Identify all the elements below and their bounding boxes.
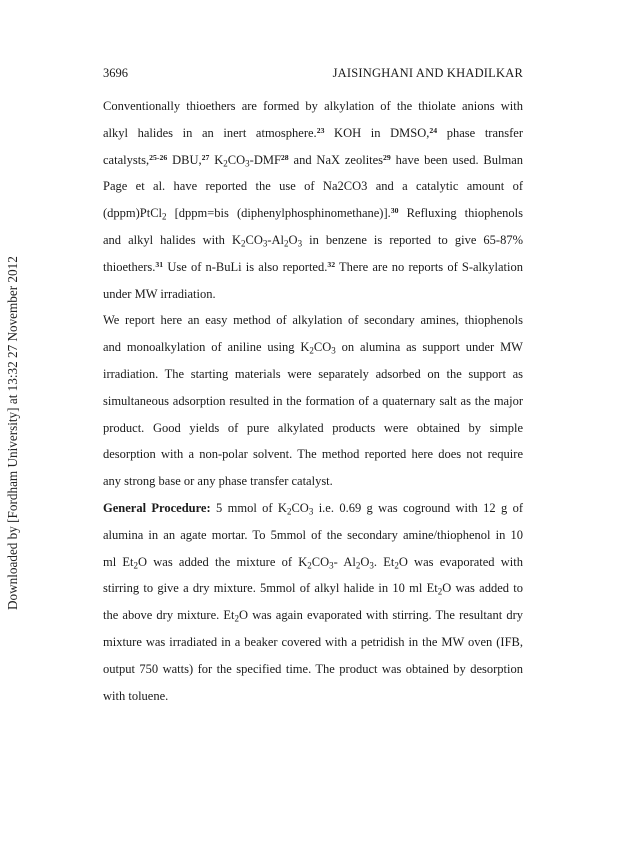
text-line: output 750 watts) for the specified time. The product was obtained by desorption [103, 661, 523, 676]
text-line: thioethers.$^{31}$ Use of n-BuLi is also reported.$^{32}$ There are no reports of S-alkylation [103, 259, 523, 274]
text-line: under MW irradiation. [103, 286, 216, 301]
text-line: product. Good yields of pure alkylated products were obtained by simple [103, 420, 523, 435]
body-text [103, 96, 523, 712]
text-line: simultaneous adsorption resulted in the formation of a quaternary salt as the major [103, 393, 523, 408]
text-line: mixture was irradiated in a beaker covered with a petridish in the MW oven (IFB, [103, 634, 523, 649]
text-line: any strong base or any phase transfer catalyst. [103, 474, 333, 489]
text-line: with toluene. [103, 688, 169, 703]
citation-superscript: 23 [316, 125, 325, 135]
text-line: We report here an easy method of alkylation of secondary amines, thiophenols [103, 313, 523, 328]
text-line: catalysts,$^{25-26}$ DBU,$^{27}$ $K_2CO_3-DMF^{28}$ and NaX zeolites$^{29}$ have been used. Bulman [103, 152, 524, 168]
text-line: Page et al. have reported the use of Na2CO3 and a catalytic amount of [103, 179, 523, 194]
paragraph-thioethers [103, 96, 523, 310]
text-line: Conventionally thioethers are formed by alkylation of the thiolate anions with [103, 99, 523, 113]
paragraph-method [103, 310, 523, 498]
text-line: the above dry mixture. $Et_2O$ was again evaporated with stirring. The resultant dry [103, 608, 523, 624]
citation-superscript: 32 [327, 259, 336, 269]
page-header [103, 66, 523, 82]
text-line: and monoalkylation of aniline using $K_2CO_3$ on alumina as support under MW [103, 340, 523, 356]
text-line: alumina in an agate mortar. To 5mmol of the secondary amine/thiophenol in 10 [103, 527, 523, 542]
section-lead: General Procedure: [103, 500, 211, 515]
text-line: stirring to give a dry mixture. 5mmol of alkyl halide in 10 ml $Et_2O$ was added to [103, 581, 523, 597]
text-line: alkyl halides in an inert atmosphere.$^{23}$ KOH in DMSO,$^{24}$ phase transfer [103, 125, 523, 140]
citation-superscript: 29 [383, 152, 391, 162]
text-line: desorption with a non-polar solvent. The method reported here does not require [103, 447, 523, 462]
running-title: JAISINGHANI AND KHADILKAR [332, 66, 523, 80]
citation-superscript: 25-26 [149, 152, 168, 162]
text-line: (dppm)PtCl$_2$ [dppm=bis (diphenylphosphinomethane)].$^{30}$ Refluxing thiophenols [103, 205, 523, 222]
download-watermark: Downloaded by [Fordham University] at 13:32 27 November 2012 [5, 256, 20, 610]
citation-superscript: 28 [280, 152, 289, 162]
text-line: General Procedure: 5 mmol of $K_2CO_3$ i.e. 0.69 g was coground with 12 g of [103, 500, 523, 517]
paragraph-general-procedure [103, 498, 523, 712]
citation-superscript: 31 [155, 259, 164, 269]
text-line: irradiation. The starting materials were separately adsorbed on the support as [103, 366, 523, 381]
text-line: ml $Et_2O$ was added the mixture of $K_2CO_3-$ $Al_2O_3$. $Et_2O$ was evaporated with [103, 554, 523, 570]
text-line: and alkyl halides with $K_2CO_3-Al_2O_3$ in benzene is reported to give 65-87% [103, 232, 524, 249]
citation-superscript: 24 [429, 125, 438, 135]
page-number: 3696 [103, 66, 128, 80]
citation-superscript: 27 [201, 152, 210, 162]
citation-superscript: 30 [390, 205, 399, 215]
